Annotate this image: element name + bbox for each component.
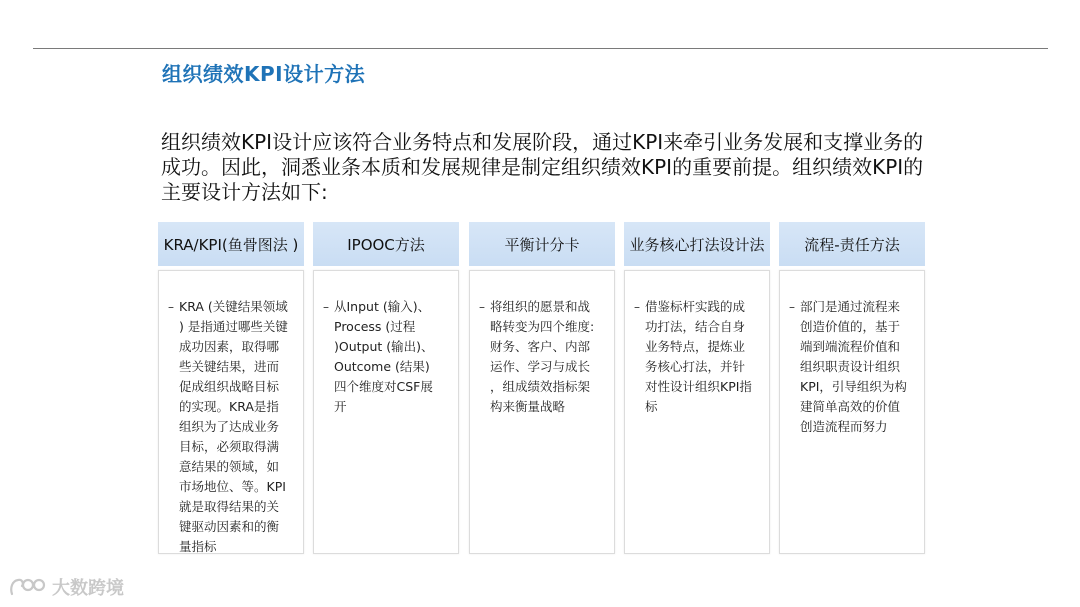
column-header: 业务核心打法设计法: [624, 222, 770, 266]
watermark-text: 大数跨境: [52, 578, 124, 599]
method-column-balanced-scorecard: [469, 222, 615, 414]
bullet-dash: –: [479, 300, 485, 314]
column-text: KRA (关键结果领域 ) 是指通过哪些关键 成功因素，取得哪 些关键结果，进而 促成组织战略目标 的实现。KRA是指 组织为了达成业务 目标，必须取得满 意结果的领域，如 市场地位、等。KPI 就是取得结果的关 键驱动因素和的衡 量指标: [179, 299, 288, 554]
watermark: [8, 574, 124, 600]
method-column-core-play: [624, 222, 770, 414]
column-text: 将组织的愿景和战 略转变为四个维度: 财务、客户、内部 运作、学习与成长 ，组成绩效指标架 构来衡量战略: [490, 299, 595, 414]
method-column-ipooc: [313, 222, 459, 414]
column-body: [779, 270, 925, 554]
bullet-dash: –: [168, 300, 174, 314]
column-body: [158, 270, 304, 554]
bullet-dash: –: [323, 300, 329, 314]
column-text: 部门是通过流程来 创造价值的，基于 端到端流程价值和 组织职责设计组织 KPI，引导组织为构 建简单高效的价值 创造流程而努力: [800, 299, 907, 434]
column-body: [469, 270, 615, 554]
intro-paragraph: 组织绩效KPI设计应该符合业务特点和发展阶段，通过KPI来牵引业务发展和支撑业务的成功。因此，洞悉业条本质和发展规律是制定组织绩效KPI的重要前提。组织绩效KPI的主要设计方法如下:: [161, 130, 924, 204]
bullet-dash: –: [789, 300, 795, 314]
column-header: 流程-责任方法: [779, 222, 925, 266]
column-body: [624, 270, 770, 554]
column-header: 平衡计分卡: [469, 222, 615, 266]
bullet-dash: –: [634, 300, 640, 314]
method-column-process-responsibility: [779, 222, 925, 434]
method-column-kra-kpi: [158, 222, 304, 554]
top-divider: [33, 48, 1048, 49]
watermark-logo-icon: [8, 576, 48, 598]
page-title: 组织绩效KPI设计方法: [162, 62, 366, 86]
column-header: KRA/KPI(鱼骨图法 ): [158, 222, 304, 266]
column-body: [313, 270, 459, 554]
column-header: IPOOC方法: [313, 222, 459, 266]
column-text: 借鉴标杆实践的成 功打法，结合自身 业务特点，提炼业 务核心打法，并针 对性设计组织KPI指 标: [645, 299, 752, 414]
column-text: 从Input (输入)、 Process (过程 )Output (输出)、 Outcome (结果) 四个维度对CSF展 开: [334, 299, 434, 414]
